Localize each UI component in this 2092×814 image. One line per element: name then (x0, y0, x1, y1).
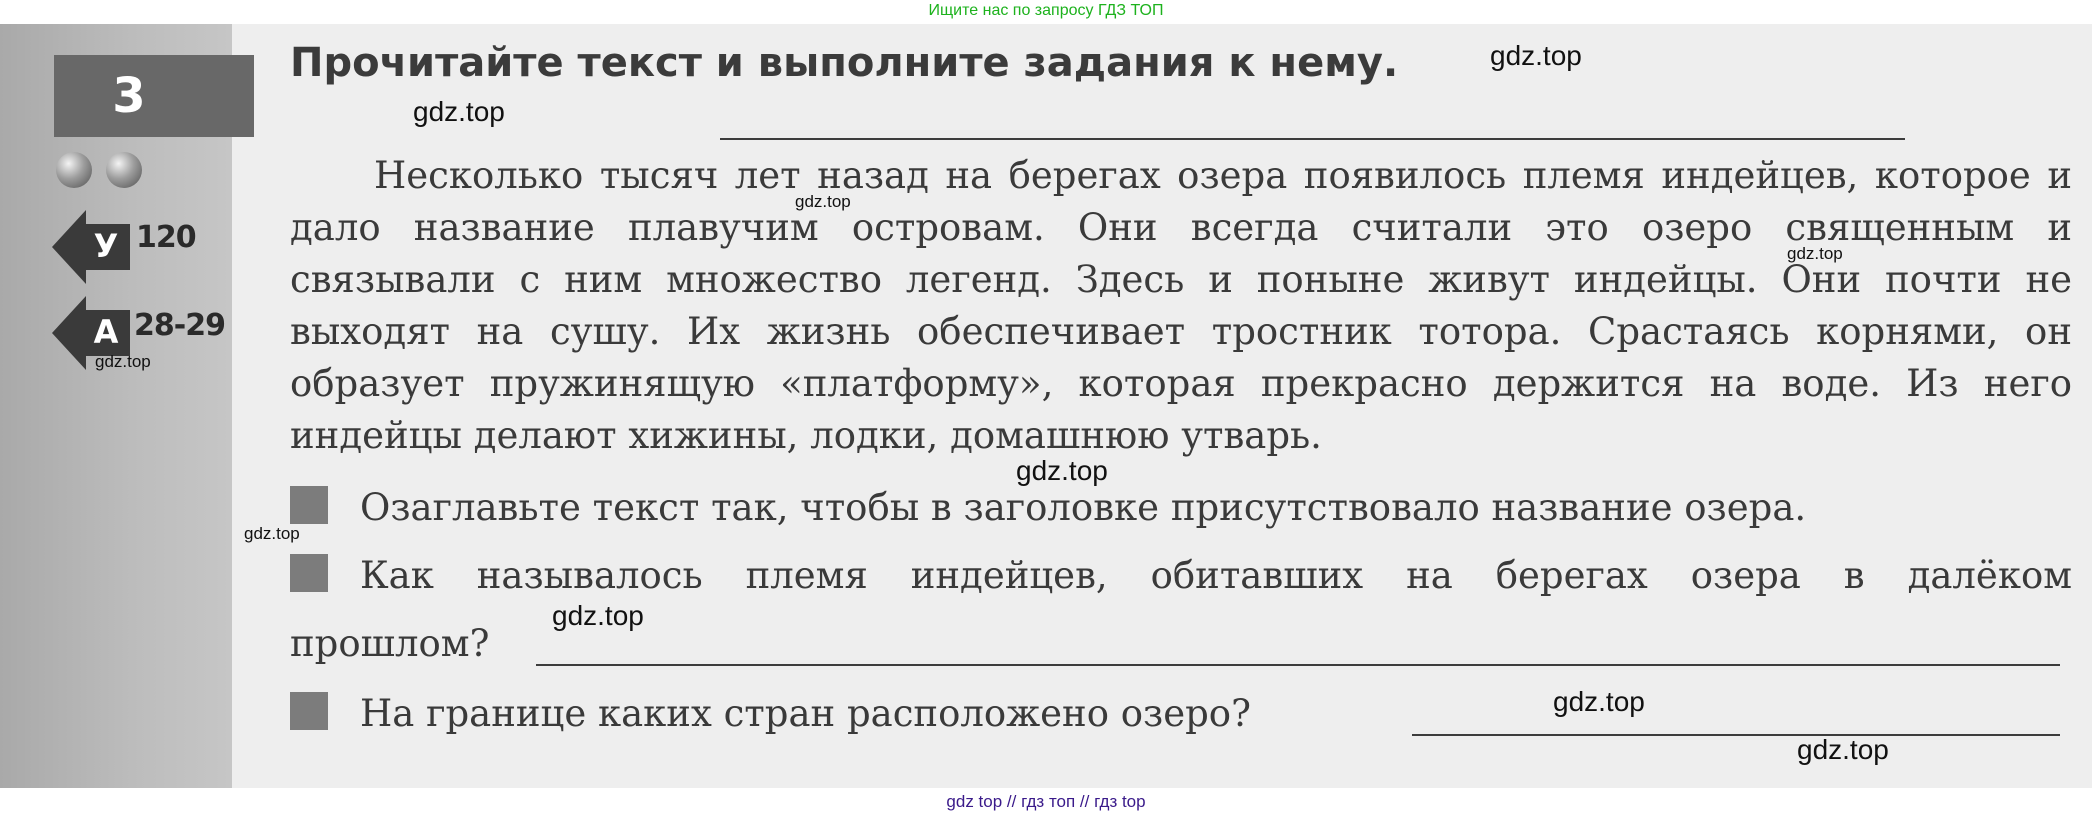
textbook-ref-arrow-icon (52, 210, 130, 284)
task-text: прошлом? (290, 622, 490, 665)
task-marker-icon (290, 554, 328, 592)
task-item (290, 482, 2072, 534)
title-rule (720, 138, 1905, 140)
ref-pages: 28-29 (134, 308, 225, 343)
task-marker-icon (290, 692, 328, 730)
answer-line[interactable] (1412, 734, 2060, 736)
sidebar (0, 24, 232, 788)
watermark: gdz.top (1016, 455, 1108, 486)
task-marker-icon (290, 486, 328, 524)
bottom-banner[interactable]: gdz top // гдз топ // гдз top (946, 792, 1146, 811)
task-text: На границе каких стран расположено озеро? (360, 692, 1251, 735)
watermark: gdz.top (552, 600, 644, 631)
watermark: gdz.top (1787, 244, 1843, 263)
difficulty-ball-icon (106, 152, 142, 188)
watermark: gdz.top (1553, 686, 1645, 717)
watermark: gdz.top (95, 352, 151, 371)
reading-text: Несколько тысяч лет назад на берегах озера появилось племя индейцев, которое и дало название плавучим островам. Они всегда считали это озеро священным и связывали с ним множество легенд. Здесь и поныне живут индейцы. Они почти не выходят на сушу. Их жизнь обеспечивает тростник тотора. Срастаясь корнями, он образует пружинящую «платформу», которая прекрасно держится на воде. Из него индейцы делают хижины, лодки, домашнюю утварь. (290, 154, 2072, 457)
watermark: gdz.top (1490, 40, 1582, 71)
answer-line[interactable] (536, 664, 2060, 666)
ref-letter: У (93, 227, 119, 265)
watermark: gdz.top (1797, 734, 1889, 765)
task-text: Озаглавьте текст так, чтобы в заголовке присутствовало название озера. (360, 486, 1807, 529)
watermark: gdz.top (413, 96, 505, 127)
difficulty-ball-icon (56, 152, 92, 188)
watermark: gdz.top (244, 524, 300, 543)
task-number-box: 3 (54, 55, 254, 137)
task-text: Как называлось племя индейцев, обитавших на берегах озера в далёком (360, 554, 2072, 597)
top-banner[interactable]: Ищите нас по запросу ГДЗ ТОП (928, 2, 1164, 19)
ref-pages: 120 (136, 220, 196, 255)
ref-letter: А (93, 313, 119, 351)
task-title: Прочитайте текст и выполните задания к нему. (290, 40, 1399, 86)
task-item (290, 688, 2072, 740)
watermark: gdz.top (795, 192, 851, 211)
